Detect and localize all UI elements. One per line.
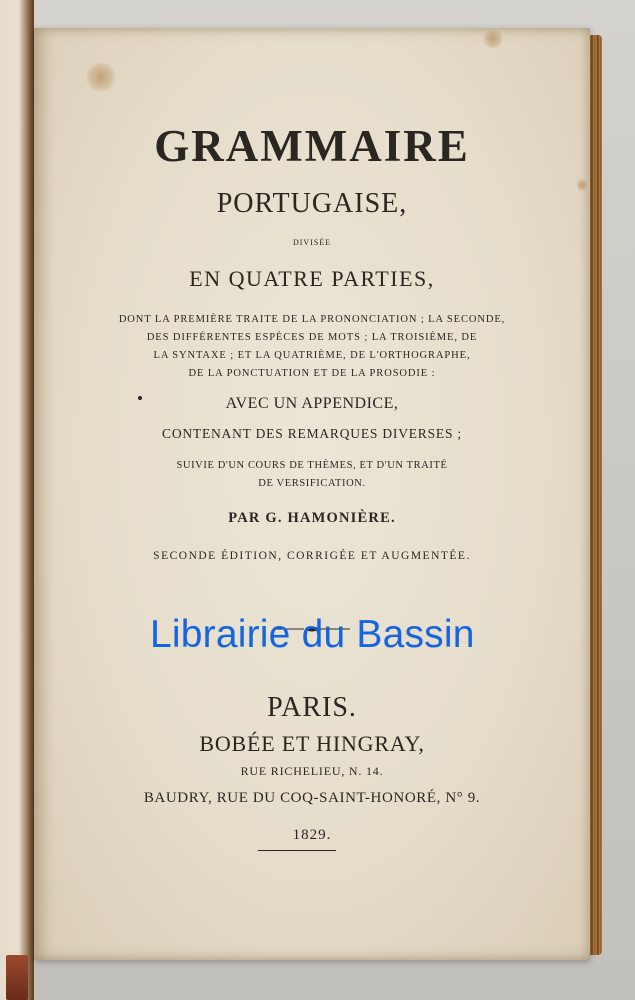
book-subtitle: PORTUGAISE, — [216, 188, 408, 219]
book-cover-left — [0, 0, 34, 1000]
imprint-publisher: BOBÉE ET HINGRAY, — [199, 731, 425, 756]
parts-heading: EN QUATRE PARTIES, — [189, 266, 435, 291]
year-underline — [258, 850, 336, 851]
foxing-stain — [86, 62, 116, 92]
foxing-stain — [482, 30, 504, 48]
title-page — [34, 28, 590, 960]
followed-line: DE VERSIFICATION. — [258, 478, 366, 489]
imprint-year: 1829. — [292, 827, 332, 843]
edition-line: SECONDE ÉDITION, CORRIGÉE ET AUGMENTÉE. — [153, 550, 471, 562]
divided-label: divisée — [292, 234, 332, 248]
description-line: DONT LA PREMIÈRE TRAITE DE LA PRONONCIATION ; LA SECONDE, — [118, 314, 506, 325]
seller-watermark: Librairie du Bassin — [150, 613, 475, 656]
imprint-address: RUE RICHELIEU, N. 14. — [240, 764, 384, 778]
containing-line: CONTENANT DES REMARQUES DIVERSES ; — [162, 426, 462, 441]
description-line: LA SYNTAXE ; ET LA QUATRIÈME, DE L'ORTHOGRAPHE, — [153, 350, 471, 361]
appendix-line: AVEC UN APPENDICE, — [225, 395, 399, 412]
author-line: PAR G. HAMONIÈRE. — [228, 510, 396, 526]
book-page-edges — [588, 35, 602, 955]
followed-line: SUIVIE D'UN COURS DE THÈMES, ET D'UN TRAITÉ — [176, 460, 448, 471]
description-line: DES DIFFÉRENTES ESPÈCES DE MOTS ; LA TROISIÈME, DE — [146, 332, 478, 343]
book-title: GRAMMAIRE — [154, 121, 470, 171]
description-line: DE LA PONCTUATION ET DE LA PROSODIE : — [188, 368, 436, 379]
imprint-city: PARIS. — [267, 692, 357, 723]
imprint-address-secondary: BAUDRY, RUE DU COQ-SAINT-HONORÉ, N° 9. — [143, 790, 481, 806]
